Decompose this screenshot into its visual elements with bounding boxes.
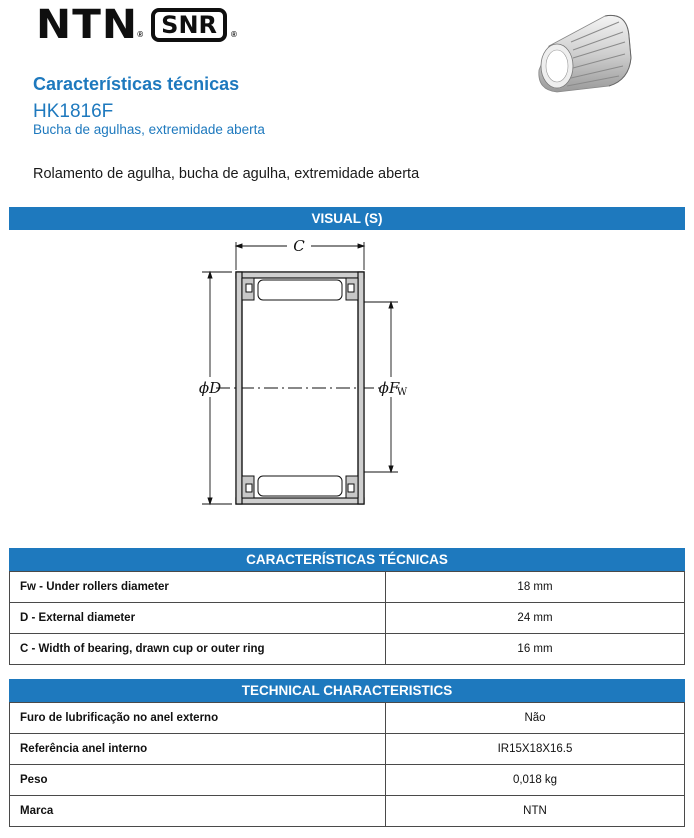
spec-value: NTN <box>386 796 685 827</box>
bearing-product-image <box>527 6 647 96</box>
spec-value: 18 mm <box>386 572 685 603</box>
spec-label: C - Width of bearing, drawn cup or outer ring <box>10 634 386 665</box>
snr-logo-text: SNR <box>161 11 218 39</box>
tech-spec-table-1 <box>9 571 685 665</box>
section-header-caracteristicas: CARACTERÍSTICAS TÉCNICAS <box>9 548 685 571</box>
spec-label: D - External diameter <box>10 603 386 634</box>
dim-fw-subscript: W <box>396 387 408 398</box>
spec-label: Furo de lubrificação no anel externo <box>10 703 386 734</box>
spec-label: Marca <box>10 796 386 827</box>
registered-mark: ® <box>137 29 144 39</box>
table-row <box>10 796 685 827</box>
spec-value: 16 mm <box>386 634 685 665</box>
section-header-technical: TECHNICAL CHARACTERISTICS <box>9 679 685 702</box>
dim-fw-label: ϕF <box>378 379 400 397</box>
brand-logos <box>36 4 237 46</box>
spec-value: Não <box>386 703 685 734</box>
table-row <box>10 734 685 765</box>
spec-value: 0,018 kg <box>386 765 685 796</box>
table-row <box>10 572 685 603</box>
table-row <box>10 703 685 734</box>
dim-c-label: C <box>293 237 305 255</box>
tech-spec-table-2 <box>9 702 685 827</box>
technical-drawing <box>180 232 420 512</box>
section-header-visual: VISUAL (S) <box>9 207 685 230</box>
table-row <box>10 765 685 796</box>
spec-label: Peso <box>10 765 386 796</box>
product-description: Rolamento de agulha, bucha de agulha, extremidade aberta <box>33 166 420 182</box>
spec-value: IR15X18X16.5 <box>386 734 685 765</box>
ntn-logo: NTN <box>36 2 139 48</box>
table-row <box>10 603 685 634</box>
spec-value: 24 mm <box>386 603 685 634</box>
snr-logo <box>151 8 227 42</box>
spec-label: Referência anel interno <box>10 734 386 765</box>
page-title: Características técnicas <box>33 74 240 94</box>
table-row <box>10 634 685 665</box>
registered-mark-2: ® <box>231 29 237 39</box>
product-model: HK1816F <box>33 101 114 122</box>
product-subtitle: Bucha de agulhas, extremidade aberta <box>33 122 265 137</box>
spec-label: Fw - Under rollers diameter <box>10 572 386 603</box>
dim-d-label: ϕD <box>198 379 222 397</box>
